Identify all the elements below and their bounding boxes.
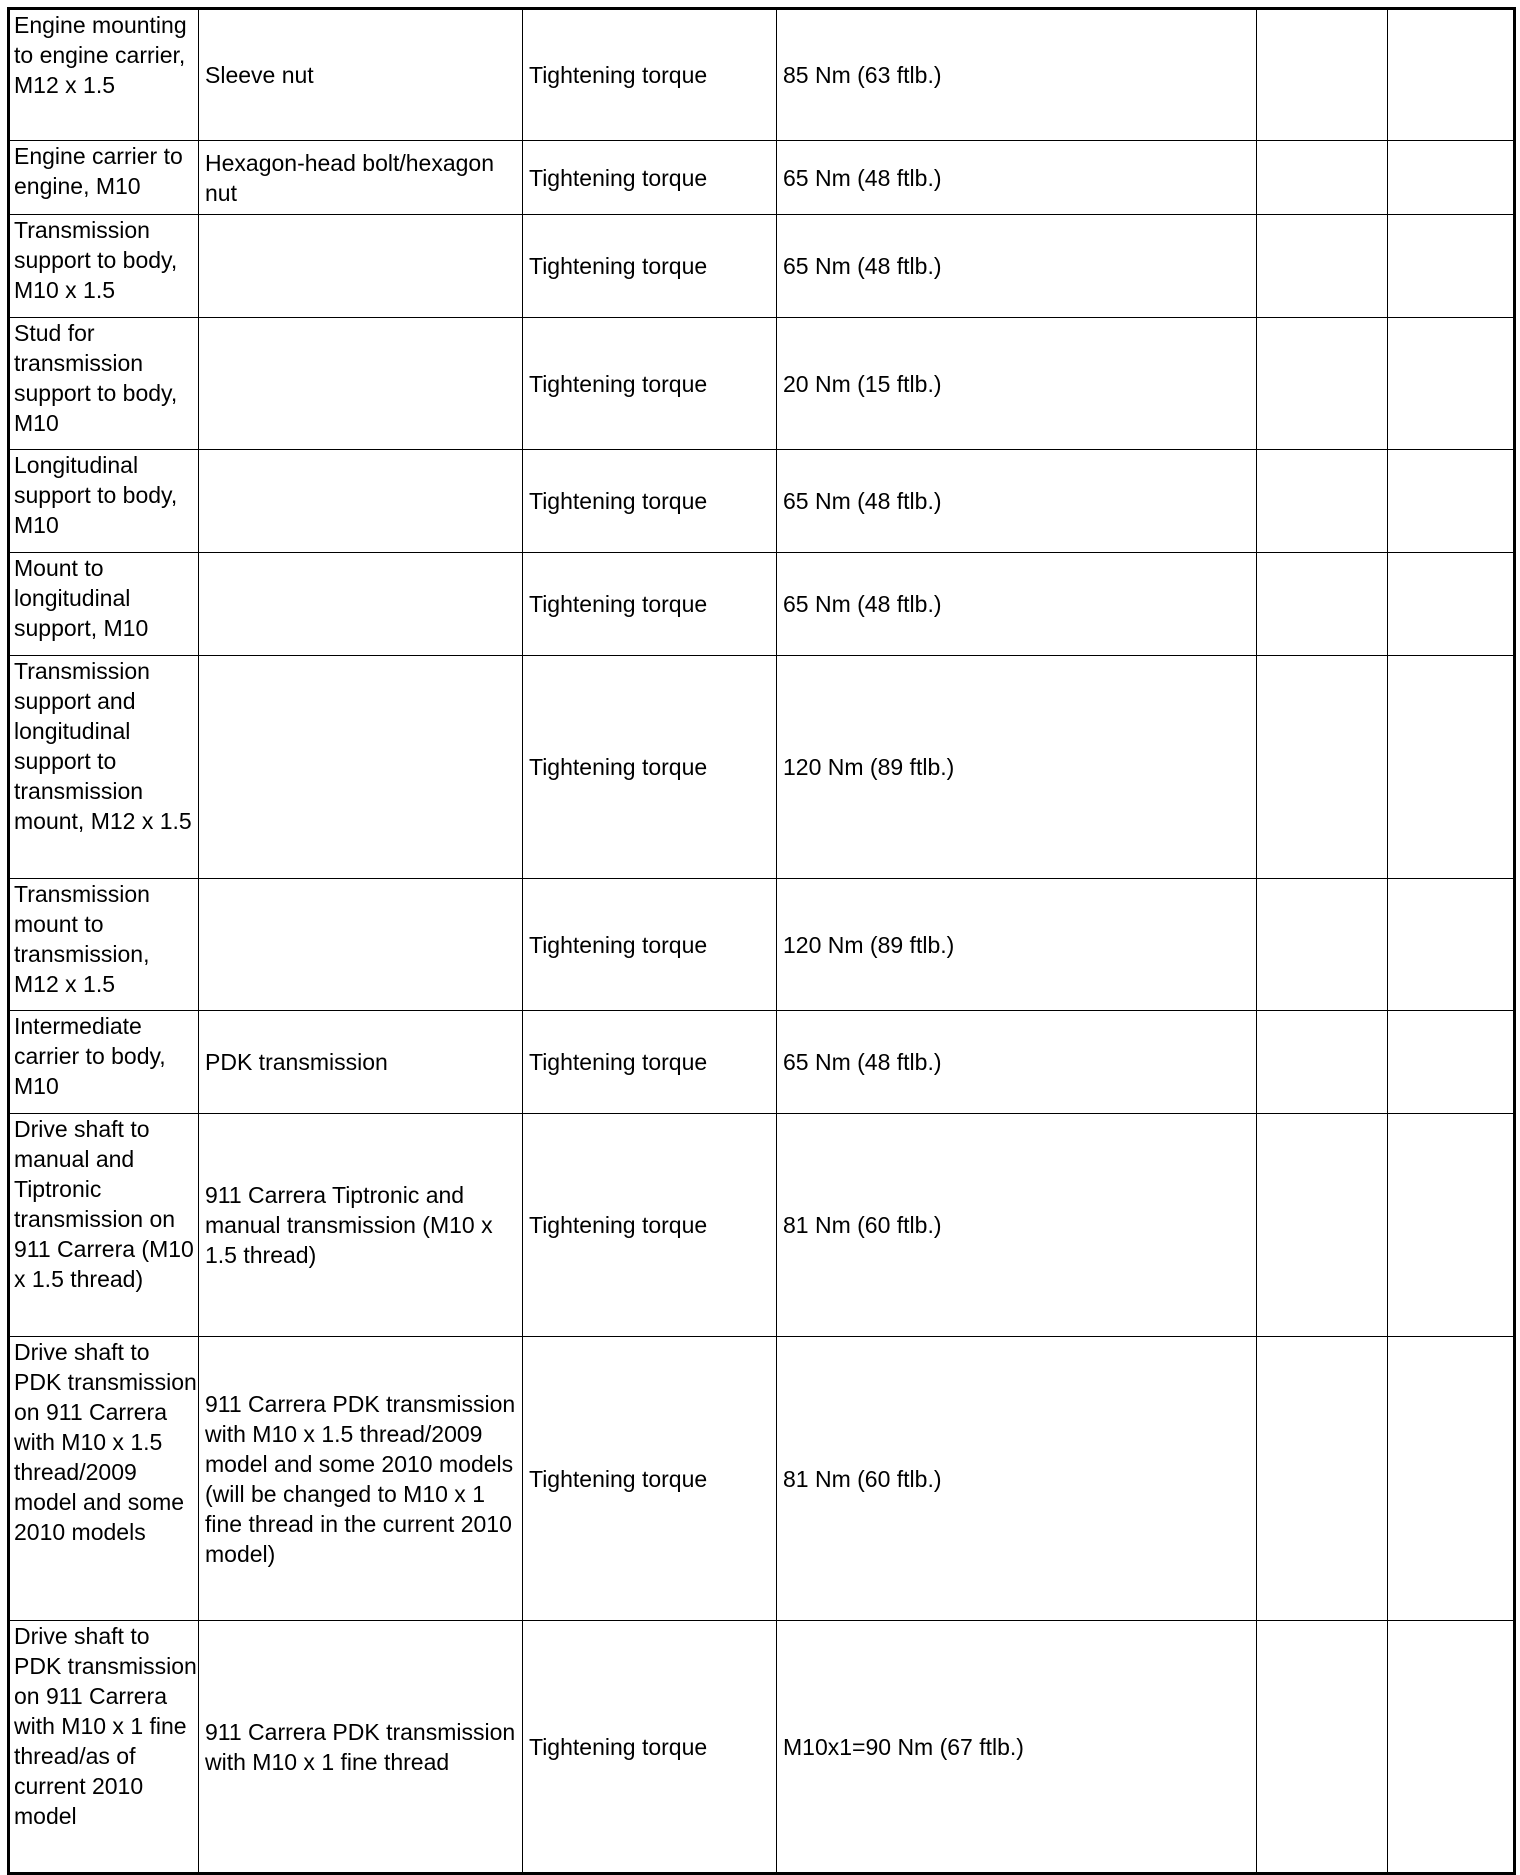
cell-location: Transmission support to body, M10 x 1.5 [9, 215, 199, 318]
cell-empty [1257, 141, 1388, 215]
cell-value: 81 Nm (60 ftlb.) [777, 1337, 1257, 1621]
cell-empty [1388, 215, 1515, 318]
cell-empty [1388, 1011, 1515, 1114]
cell-value: M10x1=90 Nm (67 ftlb.) [777, 1621, 1257, 1874]
table-row [9, 141, 1515, 215]
cell-value: 120 Nm (89 ftlb.) [777, 656, 1257, 879]
table-row [9, 1337, 1515, 1621]
cell-empty [1388, 1621, 1515, 1874]
cell-value: 81 Nm (60 ftlb.) [777, 1114, 1257, 1337]
cell-spec-type: Tightening torque [523, 9, 777, 141]
table-row [9, 215, 1515, 318]
cell-empty [1388, 656, 1515, 879]
cell-spec-type: Tightening torque [523, 141, 777, 215]
cell-empty [1257, 215, 1388, 318]
cell-note: 911 Carrera PDK transmission with M10 x 1.5 thread/2009 model and some 2010 models (will be changed to M10 x 1 fine thread in the current 2010 model) [199, 1337, 523, 1621]
cell-value: 65 Nm (48 ftlb.) [777, 450, 1257, 553]
table-row [9, 879, 1515, 1011]
cell-spec-type: Tightening torque [523, 879, 777, 1011]
cell-empty [1257, 318, 1388, 450]
cell-empty [1257, 656, 1388, 879]
cell-empty [1388, 141, 1515, 215]
cell-location: Engine carrier to engine, M10 [9, 141, 199, 215]
table-row [9, 9, 1515, 141]
cell-location: Mount to longitudinal support, M10 [9, 553, 199, 656]
cell-empty [1257, 1011, 1388, 1114]
cell-note [199, 450, 523, 553]
table-row [9, 1011, 1515, 1114]
cell-value: 65 Nm (48 ftlb.) [777, 553, 1257, 656]
cell-note: 911 Carrera PDK transmission with M10 x 1 fine thread [199, 1621, 523, 1874]
cell-empty [1257, 1621, 1388, 1874]
cell-empty [1388, 553, 1515, 656]
cell-location: Engine mounting to engine carrier, M12 x 1.5 [9, 9, 199, 141]
table-row [9, 318, 1515, 450]
cell-spec-type: Tightening torque [523, 1337, 777, 1621]
cell-location: Transmission support and longitudinal support to transmission mount, M12 x 1.5 [9, 656, 199, 879]
cell-note [199, 318, 523, 450]
cell-location: Stud for transmission support to body, M10 [9, 318, 199, 450]
cell-note: Hexagon-head bolt/hexagon nut [199, 141, 523, 215]
cell-note: Sleeve nut [199, 9, 523, 141]
cell-location: Drive shaft to manual and Tiptronic transmission on 911 Carrera (M10 x 1.5 thread) [9, 1114, 199, 1337]
cell-value: 65 Nm (48 ftlb.) [777, 1011, 1257, 1114]
cell-value: 85 Nm (63 ftlb.) [777, 9, 1257, 141]
cell-empty [1257, 9, 1388, 141]
cell-empty [1257, 450, 1388, 553]
cell-note [199, 656, 523, 879]
cell-empty [1257, 553, 1388, 656]
cell-value: 65 Nm (48 ftlb.) [777, 141, 1257, 215]
cell-value: 120 Nm (89 ftlb.) [777, 879, 1257, 1011]
cell-location: Transmission mount to transmission, M12 x 1.5 [9, 879, 199, 1011]
cell-empty [1388, 1114, 1515, 1337]
cell-value: 20 Nm (15 ftlb.) [777, 318, 1257, 450]
cell-spec-type: Tightening torque [523, 1011, 777, 1114]
cell-location: Intermediate carrier to body, M10 [9, 1011, 199, 1114]
cell-note: PDK transmission [199, 1011, 523, 1114]
cell-empty [1388, 9, 1515, 141]
cell-empty [1257, 879, 1388, 1011]
cell-value: 65 Nm (48 ftlb.) [777, 215, 1257, 318]
table-body [9, 9, 1515, 1874]
table-row [9, 1114, 1515, 1337]
cell-spec-type: Tightening torque [523, 656, 777, 879]
cell-location: Drive shaft to PDK transmission on 911 Carrera with M10 x 1.5 thread/2009 model and some 2010 models [9, 1337, 199, 1621]
cell-note [199, 553, 523, 656]
cell-note [199, 215, 523, 318]
cell-empty [1388, 879, 1515, 1011]
cell-note: 911 Carrera Tiptronic and manual transmission (M10 x 1.5 thread) [199, 1114, 523, 1337]
torque-spec-table [7, 7, 1516, 1875]
cell-spec-type: Tightening torque [523, 318, 777, 450]
cell-spec-type: Tightening torque [523, 1621, 777, 1874]
cell-empty [1388, 450, 1515, 553]
cell-spec-type: Tightening torque [523, 553, 777, 656]
cell-spec-type: Tightening torque [523, 1114, 777, 1337]
table-row [9, 1621, 1515, 1874]
table-row [9, 450, 1515, 553]
cell-empty [1257, 1337, 1388, 1621]
cell-spec-type: Tightening torque [523, 215, 777, 318]
table-row [9, 553, 1515, 656]
cell-empty [1388, 318, 1515, 450]
cell-spec-type: Tightening torque [523, 450, 777, 553]
cell-location: Drive shaft to PDK transmission on 911 Carrera with M10 x 1 fine thread/as of current 2010 model [9, 1621, 199, 1874]
table-row [9, 656, 1515, 879]
cell-note [199, 879, 523, 1011]
cell-empty [1388, 1337, 1515, 1621]
cell-location: Longitudinal support to body, M10 [9, 450, 199, 553]
cell-empty [1257, 1114, 1388, 1337]
